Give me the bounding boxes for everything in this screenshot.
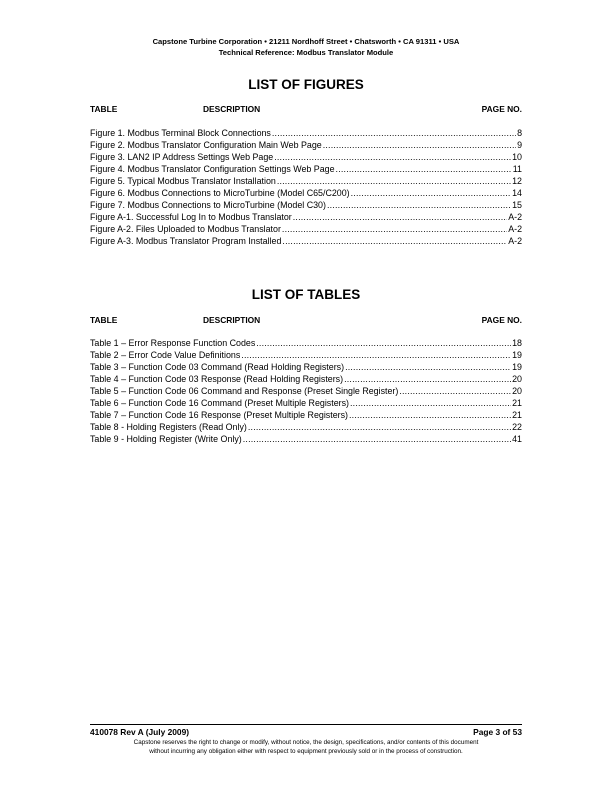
dot-leader [248,421,511,433]
table-entry-page: 20 [512,374,522,384]
dot-leader [345,361,511,373]
figure-entry[interactable] [90,163,522,175]
dot-leader [282,223,507,235]
dot-leader [350,397,511,409]
figures-col-description: DESCRIPTION [203,104,261,114]
figure-entry[interactable] [90,235,522,247]
figure-entry-label: Figure 4. Modbus Translator Configuration Settings Web Page [90,164,335,174]
dot-leader [256,337,511,349]
figure-entry[interactable] [90,151,522,163]
dot-leader [277,175,511,187]
dot-leader [327,199,511,211]
footer-page-number: Page 3 of 53 [473,727,522,737]
table-entry[interactable] [90,361,522,373]
figure-entry[interactable] [90,127,522,139]
figure-entry-page: 12 [512,176,522,186]
tables-col-table: TABLE [90,315,118,325]
page-header [0,37,612,58]
figures-col-table: TABLE [90,104,118,114]
table-entry-label: Table 4 – Function Code 03 Response (Read Holding Registers) [90,374,344,384]
figure-entry-page: 11 [512,164,522,174]
footer-divider [90,724,522,725]
figure-entry-page: A-2 [508,224,522,234]
figure-entry[interactable] [90,187,522,199]
figure-entry[interactable] [90,211,522,223]
figure-entry-page: 8 [517,128,522,138]
dot-leader [243,433,511,445]
footer-disclaimer [0,739,612,756]
list-of-figures-title: LIST OF FIGURES [248,77,364,92]
table-entry-label: Table 1 – Error Response Function Codes [90,338,256,348]
table-entry-page: 18 [512,338,522,348]
figure-entry-label: Figure A-1. Successful Log In to Modbus Translator [90,212,292,222]
table-entry-label: Table 5 – Function Code 06 Command and Response (Preset Single Register) [90,386,399,396]
table-entry[interactable] [90,397,522,409]
table-entry-label: Table 9 - Holding Register (Write Only) [90,434,242,444]
list-of-tables-title: LIST OF TABLES [251,287,361,302]
figure-entry-label: Figure 6. Modbus Connections to MicroTurbine (Model C65/C200) [90,188,350,198]
figure-entry-page: A-2 [508,236,522,246]
table-entry-label: Table 6 – Function Code 16 Command (Preset Multiple Registers) [90,398,349,408]
table-entry[interactable] [90,433,522,445]
table-entry[interactable] [90,349,522,361]
table-entry[interactable] [90,421,522,433]
table-entry-label: Table 3 – Function Code 03 Command (Read Holding Registers) [90,362,345,372]
table-entry-page: 21 [512,398,522,408]
table-entry[interactable] [90,373,522,385]
figure-entry[interactable] [90,223,522,235]
dot-leader [274,151,511,163]
dot-leader [282,235,507,247]
figure-entry-label: Figure 7. Modbus Connections to MicroTurbine (Model C30) [90,200,326,210]
table-entry[interactable] [90,409,522,421]
figure-entry-page: 9 [517,140,522,150]
figure-entry-page: 15 [512,200,522,210]
figure-entry[interactable] [90,199,522,211]
dot-leader [351,187,511,199]
header-company-line: Capstone Turbine Corporation • 21211 Nordhoff Street • Chatsworth • CA 91311 • USA [152,37,460,46]
tables-list [90,337,522,445]
table-entry-page: 21 [512,410,522,420]
tables-col-description: DESCRIPTION [203,315,261,325]
table-entry[interactable] [90,337,522,349]
table-entry[interactable] [90,385,522,397]
dot-leader [336,163,512,175]
tables-col-page: PAGE NO. [481,315,522,325]
figure-entry[interactable] [90,175,522,187]
table-entry-page: 41 [512,434,522,444]
figure-entry[interactable] [90,139,522,151]
table-entry-page: 22 [512,422,522,432]
dot-leader [323,139,516,151]
disclaimer-line-2: without incurring any obligation either with respect to equipment previously sold or in the process of construction. [149,747,463,755]
figure-entry-page: A-2 [508,212,522,222]
dot-leader [344,373,511,385]
figure-entry-label: Figure 5. Typical Modbus Translator Installation [90,176,276,186]
figure-entry-label: Figure 1. Modbus Terminal Block Connections [90,128,271,138]
table-entry-label: Table 7 – Function Code 16 Response (Preset Multiple Registers) [90,410,348,420]
dot-leader [241,349,511,361]
figure-entry-label: Figure 3. LAN2 IP Address Settings Web Page [90,152,274,162]
figures-list [90,127,522,247]
dot-leader [399,385,511,397]
figures-col-page: PAGE NO. [481,104,522,114]
dot-leader [349,409,511,421]
dot-leader [293,211,507,223]
tables-column-headers [90,315,522,327]
figure-entry-label: Figure A-3. Modbus Translator Program Installed [90,236,282,246]
table-entry-page: 20 [512,386,522,396]
figure-entry-label: Figure A-2. Files Uploaded to Modbus Translator [90,224,281,234]
figure-entry-label: Figure 2. Modbus Translator Configuration Main Web Page [90,140,322,150]
footer-document-id: 410078 Rev A (July 2009) [90,727,190,737]
table-entry-page: 19 [512,362,522,372]
disclaimer-line-1: Capstone reserves the right to change or modify, without notice, the design, specifications, and/or contents of this document [133,739,479,746]
figures-column-headers [90,104,522,116]
header-document-title: Technical Reference: Modbus Translator Module [218,47,394,57]
table-entry-page: 19 [512,350,522,360]
figure-entry-page: 10 [512,152,522,162]
table-entry-label: Table 8 - Holding Registers (Read Only) [90,422,247,432]
dot-leader [272,127,516,139]
table-entry-label: Table 2 – Error Code Value Definitions [90,350,241,360]
figure-entry-page: 14 [512,188,522,198]
